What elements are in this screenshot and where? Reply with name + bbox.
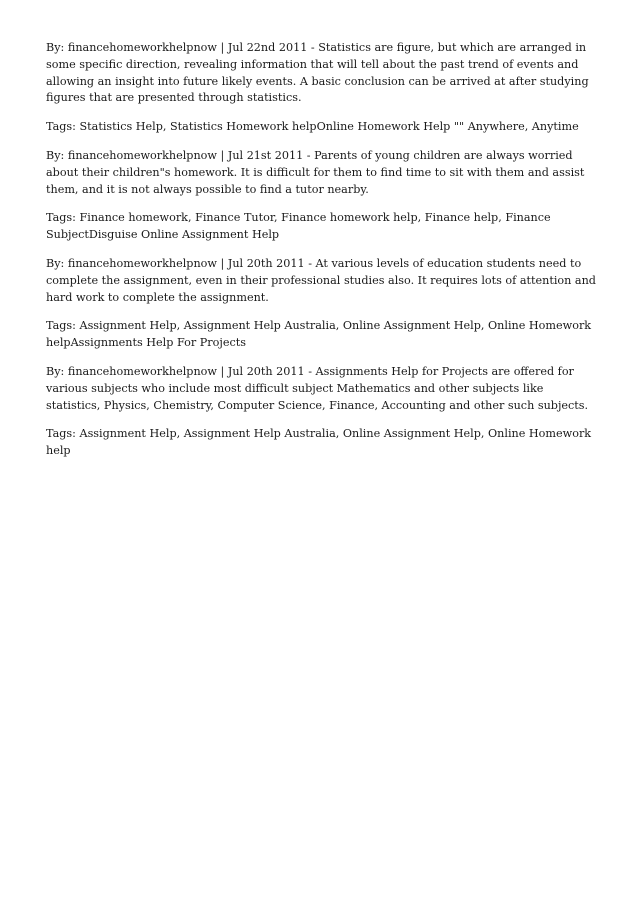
entry-4 (46, 364, 598, 460)
post-text: By: financehomeworkhelpnow | Jul 20th 2011 - At various levels of education students need to complete the assignment, even in their professional studies also. It requires lots of attention and hard work to complete the assignment. (46, 256, 596, 304)
post-text: By: financehomeworkhelpnow | Jul 22nd 2011 - Statistics are figure, but which are arranged in some specific direction, revealing information that will tell about the past trend of events and allowing an insight into future likely events. A basic conclusion can be arrived at after studying figures that are presented through statistics. (46, 41, 589, 105)
entry-2 (46, 148, 598, 244)
post-tags: Tags: Statistics Help, Statistics Homework helpOnline Homework Help "" Anywhere, Anytime (46, 120, 579, 134)
post-tags: Tags: Assignment Help, Assignment Help Australia, Online Assignment Help, Online Homework helpAssignments Help For Projects (46, 319, 592, 350)
post-tags: Tags: Assignment Help, Assignment Help Australia, Online Assignment Help, Online Homework help (46, 427, 592, 458)
entry-3 (46, 256, 598, 352)
post-text: By: financehomeworkhelpnow | Jul 20th 2011 - Assignments Help for Projects are offered for various subjects who include most difficult subject Mathematics and other subjects like statistics, Physics, Chemistry, Computer Science, Finance, Accounting and other such subjects. (46, 364, 589, 412)
entry-1 (46, 40, 598, 136)
document-page (46, 40, 598, 472)
post-text: By: financehomeworkhelpnow | Jul 21st 2011 - Parents of young children are always worried about their children"s homework. It is difficult for them to find time to sit with them and assist them, and it is not always possible to find a tutor nearby. (46, 148, 585, 196)
post-tags: Tags: Finance homework, Finance Tutor, Finance homework help, Finance help, Finance SubjectDisguise Online Assignment Help (46, 211, 551, 242)
